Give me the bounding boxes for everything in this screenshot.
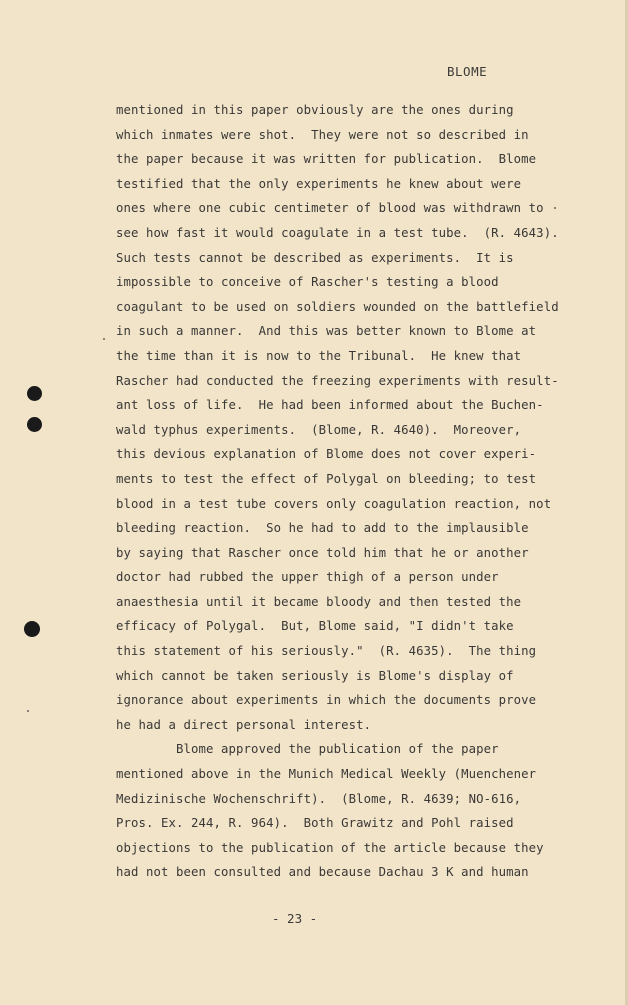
running-head: BLOME xyxy=(447,64,488,79)
text-line: mentioned above in the Munich Medical Weekly (Muenchener xyxy=(116,767,537,782)
page-number: - 23 - xyxy=(272,911,318,926)
text-line: which cannot be taken seriously is Blome's display of xyxy=(116,668,514,683)
text-line: blood in a test tube covers only coagulation reaction, not xyxy=(116,496,552,511)
text-line: which inmates were shot. They were not so described in xyxy=(116,127,529,142)
text-line: had not been consulted and because Dachau 3 K and human xyxy=(116,865,529,880)
text-line: ones where one cubic centimeter of blood was withdrawn to xyxy=(116,201,544,216)
text-line: doctor had rubbed the upper thigh of a person under xyxy=(116,570,499,585)
text-line: anaesthesia until it became bloody and then tested the xyxy=(116,594,522,609)
text-line: this statement of his seriously." (R. 4635). The thing xyxy=(116,644,537,659)
text-line: testified that the only experiments he knew about were xyxy=(116,176,522,191)
text-line: ignorance about experiments in which the documents prove xyxy=(116,693,537,708)
text-line: bleeding reaction. So he had to add to the implausible xyxy=(116,521,529,536)
binder-hole xyxy=(24,621,40,637)
typed-text-body xyxy=(116,98,586,885)
text-line: Pros. Ex. 244, R. 964). Both Grawitz and Pohl raised xyxy=(116,816,514,831)
text-line: in such a manner. And this was better known to Blome at xyxy=(116,324,537,339)
text-line: the paper because it was written for publication. Blome xyxy=(116,152,537,167)
text-line: coagulant to be used on soldiers wounded on the battlefield xyxy=(116,299,559,314)
text-line: ments to test the effect of Polygal on bleeding; to test xyxy=(116,471,537,486)
text-line: see how fast it would coagulate in a test tube. (R. 4643). xyxy=(116,225,559,240)
text-line: by saying that Rascher once told him that he or another xyxy=(116,545,529,560)
text-line: objections to the publication of the article because they xyxy=(116,840,544,855)
paper-speck xyxy=(103,338,105,340)
text-line: efficacy of Polygal. But, Blome said, "I didn't take xyxy=(116,619,514,634)
text-line: this devious explanation of Blome does not cover experi- xyxy=(116,447,537,462)
text-line: the time than it is now to the Tribunal. He knew that xyxy=(116,348,522,363)
text-line: ant loss of life. He had been informed about the Buchen- xyxy=(116,398,544,413)
binder-hole xyxy=(27,386,42,401)
text-line: he had a direct personal interest. xyxy=(116,717,372,732)
text-line: impossible to conceive of Rascher's testing a blood xyxy=(116,275,499,290)
binder-hole xyxy=(27,417,42,432)
text-line: Blome approved the publication of the paper xyxy=(116,742,499,757)
paper-speck xyxy=(27,710,29,712)
text-line: Rascher had conducted the freezing experiments with result- xyxy=(116,373,559,388)
text-line: Such tests cannot be described as experiments. It is xyxy=(116,250,514,265)
text-line: Medizinische Wochenschrift). (Blome, R. 4639; NO-616, xyxy=(116,791,522,806)
text-line: wald typhus experiments. (Blome, R. 4640). Moreover, xyxy=(116,422,522,437)
text-line: mentioned in this paper obviously are the ones during xyxy=(116,103,514,117)
